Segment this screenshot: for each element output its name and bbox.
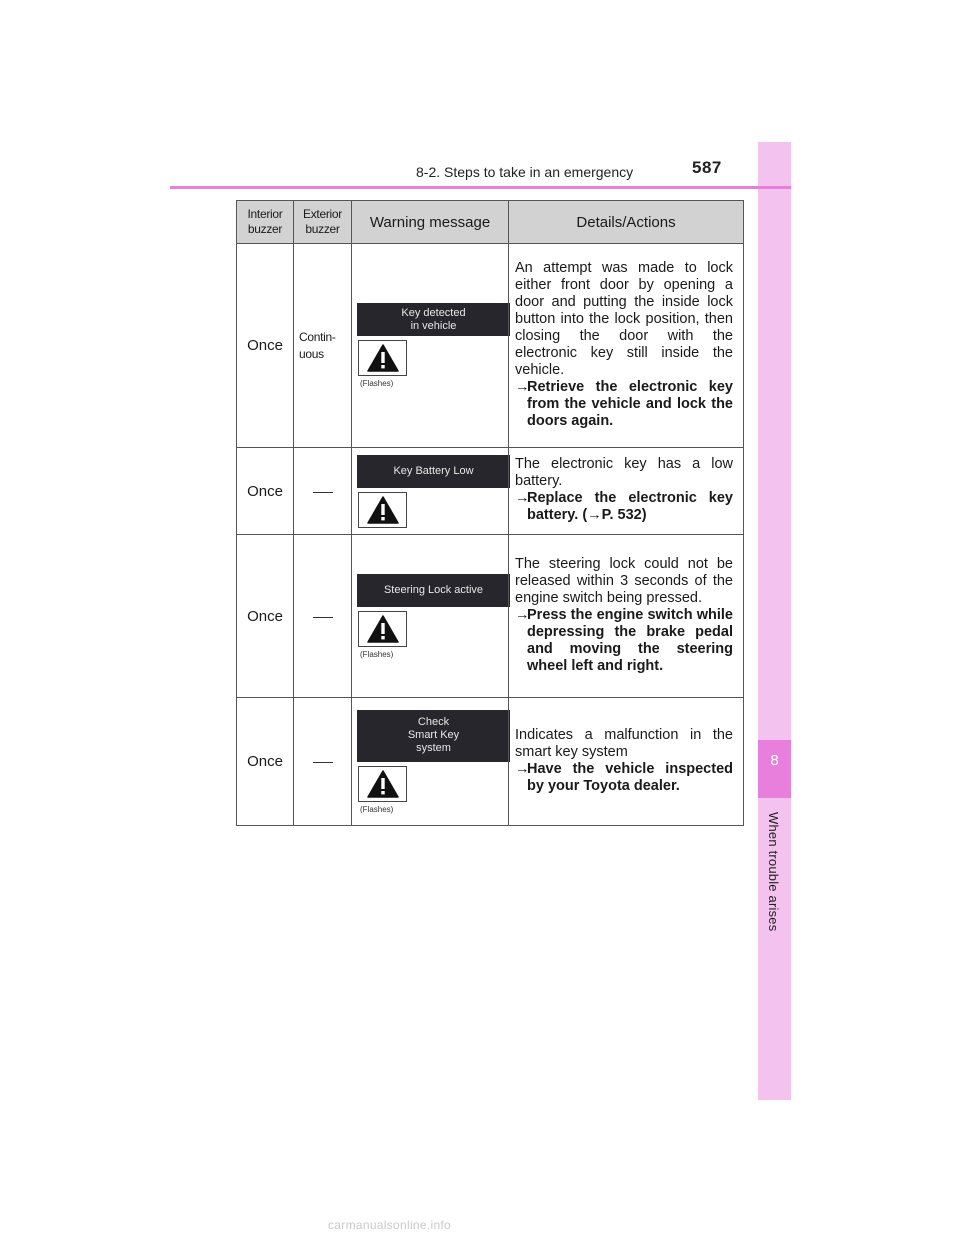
- action-item: [515, 607, 733, 675]
- warning-triangle-icon: [358, 611, 407, 647]
- flashes-note: (Flashes): [360, 649, 394, 659]
- banner-line: Smart Key: [407, 729, 460, 741]
- warning-triangle-icon: [358, 492, 407, 528]
- warning-message-cell: [352, 448, 509, 535]
- warning-triangle-icon: [358, 766, 407, 802]
- warning-table: [236, 200, 744, 826]
- detail-text: An attempt was made to lock either front door by opening a door and putting the inside lock button into the lock position, then closing the door with the electronic key still inside the vehicle.: [515, 259, 733, 378]
- side-tab: [758, 142, 791, 1100]
- display-banner: [357, 710, 510, 762]
- page-number: 587: [692, 158, 722, 177]
- chapter-number: 8: [770, 752, 779, 769]
- header-exterior-buzzer: Exterior buzzer: [294, 201, 352, 244]
- flashes-note: (Flashes): [360, 804, 394, 814]
- table-row: [237, 698, 744, 826]
- interior-buzzer-cell: Once: [237, 448, 294, 535]
- details-cell: [509, 244, 744, 448]
- display-banner: [357, 455, 510, 488]
- header-details-actions: Details/Actions: [509, 201, 744, 244]
- interior-buzzer-cell: Once: [237, 535, 294, 698]
- interior-buzzer-cell: Once: [237, 698, 294, 826]
- details-cell: [509, 535, 744, 698]
- section-title: 8-2. Steps to take in an emergency: [416, 164, 634, 180]
- exterior-buzzer-cell: [294, 448, 352, 535]
- banner-line: Key Battery Low: [393, 464, 474, 477]
- display-banner: [357, 574, 510, 607]
- interior-buzzer-cell: Once: [237, 244, 294, 448]
- table-row: [237, 448, 744, 535]
- detail-text: The steering lock could not be released within 3 seconds of the engine switch being pressed.: [515, 555, 733, 606]
- arrow-icon: →: [515, 606, 530, 623]
- action-text: Replace the electronic key battery. (→P. 532): [527, 490, 733, 523]
- arrow-icon: →: [515, 760, 530, 777]
- dash-mark: [313, 492, 333, 493]
- detail-text: The electronic key has a low battery.: [515, 456, 733, 489]
- action-item: [515, 490, 733, 524]
- warning-message-cell: [352, 535, 509, 698]
- warning-triangle-icon: [358, 340, 407, 376]
- exterior-buzzer-cell: [294, 535, 352, 698]
- detail-text: Indicates a malfunction in the smart key system: [515, 726, 733, 760]
- dash-mark: [313, 762, 333, 763]
- action-text: Press the engine switch while depressing the brake pedal and moving the steering wheel left and right.: [527, 606, 733, 674]
- exterior-buzzer-line: Contin-: [299, 329, 336, 344]
- arrow-icon: →: [515, 490, 530, 506]
- dash-mark: [313, 617, 333, 618]
- table-row: [237, 535, 744, 698]
- banner-line: in vehicle: [410, 319, 457, 332]
- banner-line: Check: [417, 716, 450, 728]
- warning-message-cell: [352, 698, 509, 826]
- arrow-icon: →: [515, 378, 530, 395]
- header-interior-buzzer: Interior buzzer: [237, 201, 294, 244]
- banner-line: system: [416, 742, 451, 754]
- header-warning-message: Warning message: [352, 201, 509, 244]
- banner-line: Steering Lock active: [383, 583, 484, 596]
- details-cell: [509, 698, 744, 826]
- watermark-url[interactable]: carmanualsonline.info: [328, 1218, 452, 1232]
- header-rule: [170, 186, 791, 189]
- action-item: [515, 379, 733, 430]
- exterior-buzzer-line: uous: [299, 346, 324, 361]
- banner-line: Key detected: [401, 306, 466, 319]
- exterior-buzzer-cell: [294, 244, 352, 448]
- chapter-tab-highlight: [758, 740, 791, 798]
- warning-message-cell: [352, 244, 509, 448]
- flashes-note: (Flashes): [360, 379, 394, 388]
- action-text: Retrieve the electronic key from the vehicle and lock the doors again.: [527, 378, 733, 429]
- chapter-title: When trouble arises: [766, 812, 781, 932]
- table-header-row: [237, 201, 744, 244]
- exterior-buzzer-cell: [294, 698, 352, 826]
- action-item: [515, 761, 733, 795]
- details-cell: [509, 448, 744, 535]
- display-banner: [357, 303, 510, 336]
- table-row: [237, 244, 744, 448]
- action-text: Have the vehicle inspected by your Toyota dealer.: [527, 760, 733, 794]
